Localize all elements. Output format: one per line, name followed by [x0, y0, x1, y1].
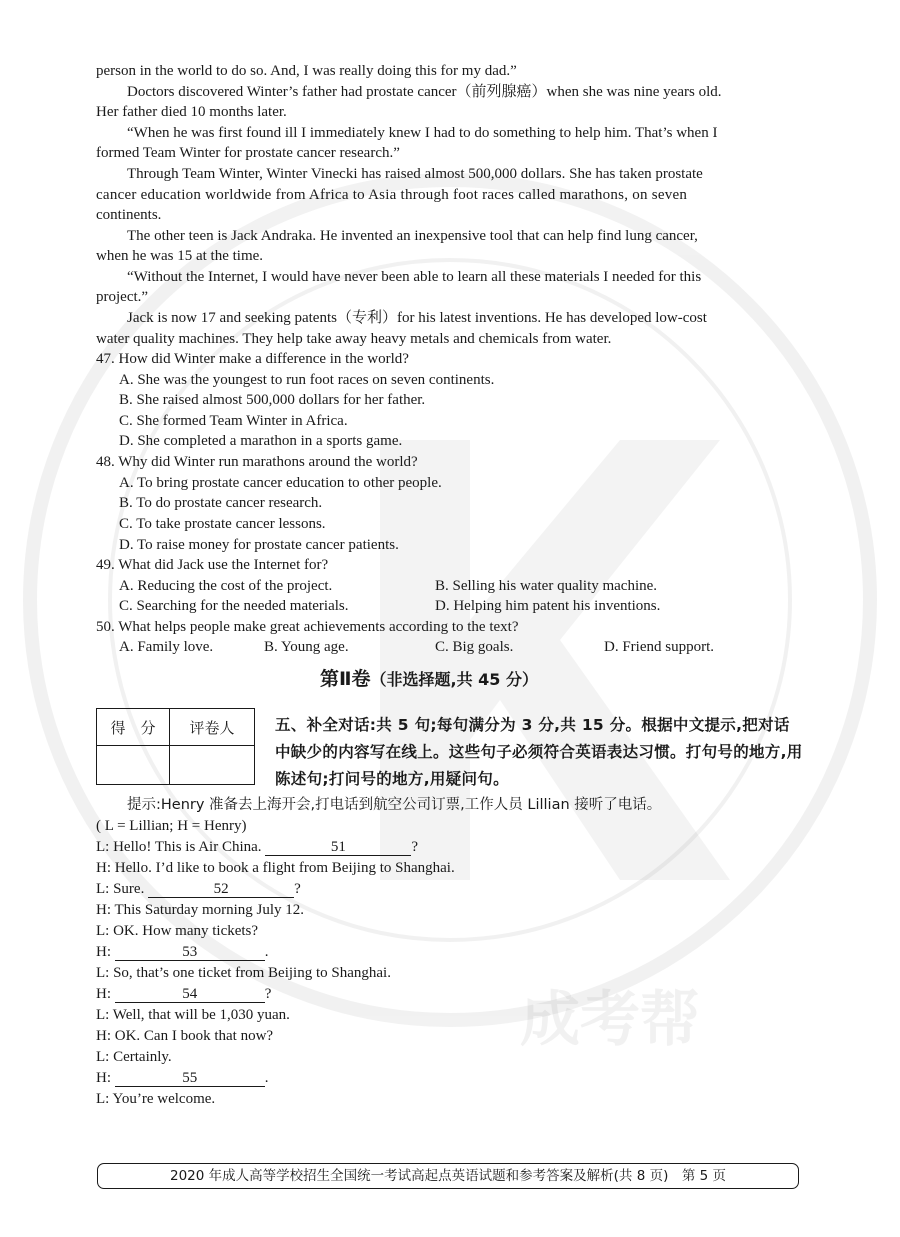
question-option: A. She was the youngest to run foot races on seven continents. [119, 372, 495, 388]
dialogue-line: L: Well, that will be 1,030 yuan. [96, 1007, 290, 1023]
question-stem: 47. How did Winter make a difference in the world? [96, 351, 409, 367]
dialogue-hint: 提示:Henry 准备去上海开会,打电话到航空公司订票,工作人员 Lillian 接听了电话。 [127, 797, 662, 813]
answer-blank-55[interactable]: 55 [115, 1070, 265, 1087]
dialogue-legend: ( L = Lillian; H = Henry) [96, 818, 247, 834]
grader-label-cell: 评卷人 [170, 709, 255, 746]
dialogue-text: L: Hello! This is Air China. [96, 839, 262, 855]
dialogue-line [96, 879, 301, 899]
question-option: A. Reducing the cost of the project. [119, 578, 333, 594]
dialogue-line: L: You’re welcome. [96, 1091, 216, 1107]
question-option: B. She raised almost 500,000 dollars for her father. [119, 392, 426, 408]
passage-line: The other teen is Jack Andraka. He invented an inexpensive tool that can help find lung cancer, [127, 228, 698, 244]
question-stem: 50. What helps people make great achievements according to the text? [96, 619, 519, 635]
dialogue-punct: ? [411, 839, 418, 855]
passage-line: person in the world to do so. And, I was really doing this for my dad.” [96, 63, 517, 79]
passage-line: Doctors discovered Winter’s father had prostate cancer（前列腺癌）when she was nine years old. [127, 84, 722, 100]
question-stem: 49. What did Jack use the Internet for? [96, 557, 329, 573]
question-option: C. To take prostate cancer lessons. [119, 516, 326, 532]
dialogue-text: H: [96, 944, 111, 960]
dialogue-line: H: This Saturday morning July 12. [96, 902, 305, 918]
question-option: B. Selling his water quality machine. [435, 578, 658, 594]
question-option: D. Friend support. [604, 639, 714, 655]
dialogue-punct: ? [264, 986, 272, 1002]
score-table [96, 708, 255, 785]
answer-blank-54[interactable]: 54 [115, 986, 265, 1003]
question-option: B. Young age. [264, 639, 349, 655]
passage-line: “When he was first found ill I immediately knew I had to do something to help him. That’s when I [127, 125, 718, 141]
answer-blank-52[interactable]: 52 [148, 881, 294, 898]
passage-line: “Without the Internet, I would have never been able to learn all these materials I needed for this [127, 269, 702, 285]
passage-line: formed Team Winter for prostate cancer research.” [96, 145, 400, 161]
dialogue-punct: . [264, 944, 269, 960]
dialogue-line [96, 984, 271, 1004]
passage-line: project.” [96, 289, 149, 305]
question-option: D. She completed a marathon in a sports game. [119, 433, 403, 449]
passage-line: water quality machines. They help take away heavy metals and chemicals from water. [96, 331, 612, 347]
dialogue-punct: . [264, 1070, 269, 1086]
question-option: C. She formed Team Winter in Africa. [119, 413, 348, 429]
passage-line: Her father died 10 months later. [96, 104, 287, 120]
answer-blank-53[interactable]: 53 [115, 944, 265, 961]
question-option: C. Searching for the needed materials. [119, 598, 349, 614]
section-title [320, 666, 538, 693]
question-option: D. To raise money for prostate cancer patients. [119, 537, 399, 553]
question-option: B. To do prostate cancer research. [119, 495, 323, 511]
passage-line: continents. [96, 207, 162, 223]
question-stem: 48. Why did Winter run marathons around the world? [96, 454, 418, 470]
score-entry-cell[interactable] [97, 746, 170, 785]
dialogue-line: L: Certainly. [96, 1049, 172, 1065]
question-option: A. Family love. [119, 639, 214, 655]
dialogue-text: L: Sure. [96, 881, 145, 897]
dialogue-line [96, 942, 269, 962]
watermark-brand-text: 成考帮 [520, 985, 700, 1055]
page-footer: 2020 年成人高等学校招生全国统一考试高起点英语试题和参考答案及解析(共 8 页) 第 5 页 [97, 1163, 799, 1189]
section-title-sub: （非选择题,共 45 分） [370, 670, 539, 689]
dialogue-line [96, 1068, 269, 1088]
dialogue-text: H: [96, 1070, 111, 1086]
dialogue-line [96, 837, 418, 857]
passage-line: Jack is now 17 and seeking patents（专利）for his latest inventions. He has developed low-cost [127, 310, 707, 326]
dialogue-line: H: Hello. I’d like to book a flight from Beijing to Shanghai. [96, 860, 455, 876]
passage-line: cancer education worldwide from Africa to Asia through foot races called marathons, on seven [96, 187, 688, 203]
passage-line: when he was 15 at the time. [96, 248, 264, 264]
dialogue-line: L: So, that’s one ticket from Beijing to Shanghai. [96, 965, 391, 981]
dialogue-punct: ? [294, 881, 301, 897]
section-instruction: 五、补全对话:共 5 句;每句满分为 3 分,共 15 分。根据中文提示,把对话中缺少的内容写在线上。这些句子必须符合英语表达习惯。打句号的地方,用陈述句;打问号的地方,用疑问句。 [275, 716, 803, 788]
question-option: D. Helping him patent his inventions. [435, 598, 661, 614]
dialogue-line: H: OK. Can I book that now? [96, 1028, 274, 1044]
answer-blank-51[interactable]: 51 [265, 839, 411, 856]
question-option: A. To bring prostate cancer education to other people. [119, 475, 442, 491]
passage-line: Through Team Winter, Winter Vinecki has raised almost 500,000 dollars. She has taken prostate [127, 166, 703, 182]
score-label-cell: 得 分 [97, 709, 170, 746]
section-title-main: 第Ⅱ卷 [320, 668, 371, 690]
dialogue-text: H: [96, 986, 111, 1002]
grader-entry-cell[interactable] [170, 746, 255, 785]
dialogue-line: L: OK. How many tickets? [96, 923, 259, 939]
question-option: C. Big goals. [435, 639, 514, 655]
